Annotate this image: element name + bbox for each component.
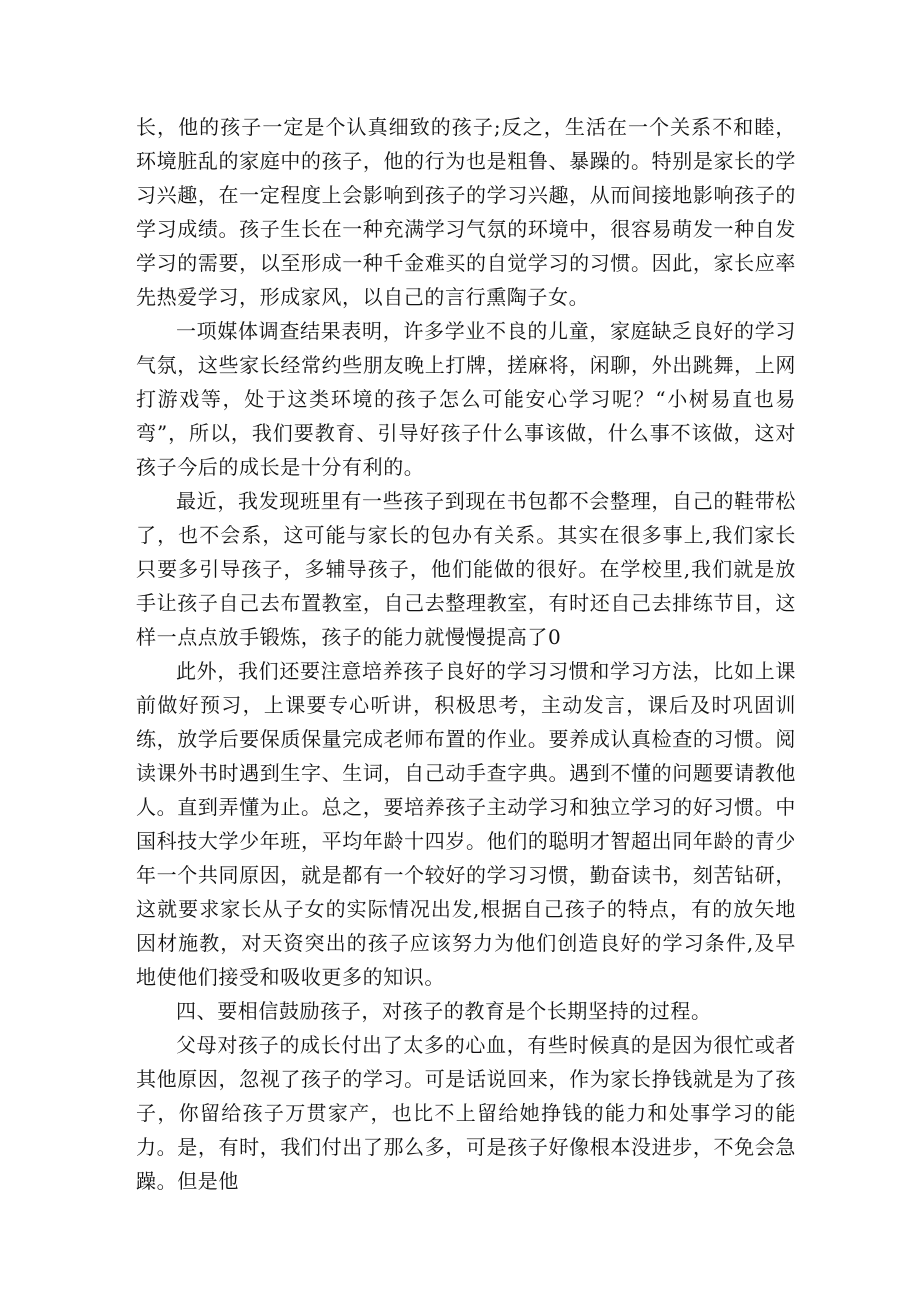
paragraph-media-survey: 一项媒体调查结果表明，许多学业不良的儿童，家庭缺乏良好的学习气氛，这些家长经常约些朋友晚上打牌，搓麻将，闲聊，外出跳舞，上网打游戏等，处于这类环境的孩子怎么可能安心学习呢？“小树易直也易弯”，所以，我们要教育、引导好孩子什么事该做，什么事不该做，这对孩子今后的成长是十分有利的。 [136,319,796,479]
section-heading-four: 四、要相信鼓励孩子，对孩子的教育是个长期坚持的过程。 [176,999,712,1023]
paragraph-study-habits: 此外，我们还要注意培养孩子良好的学习习惯和学习方法，比如上课前做好预习，上课要专心听讲，积极思考，主动发言，课后及时巩固训练，放学后要保质保量完成老师布置的作业。要养成认真检查的习惯。阅读课外书时遇到生字、生词，自己动手查字典。遇到不懂的问题要请教他人。直到弄懂为止。总之，要培养孩子主动学习和独立学习的好习惯。中国科技大学少年班，平均年龄十四岁。他们的聪明才智超出同年龄的青少年一个共同原因，就是都有一个较好的学习习惯，勤奋读书，刻苦钻研，这就要求家长从子女的实际情况出发,根据自己孩子的特点，有的放矢地因材施教，对天资突出的孩子应该努力为他们创造良好的学习条件,及早地使他们接受和吸收更多的知识。 [136,659,796,989]
paragraph-parents-effort: 父母对孩子的成长付出了太多的心血，有些时候真的是因为很忙或者其他原因，忽视了孩子的学习。可是话说回来，作为家长挣钱就是为了孩子，你留给孩子万贯家产，也比不上留给她挣钱的能力和处事学习的能力。是，有时，我们付出了那么多，可是孩子好像根本没进步，不免会急躁。但是他 [136,1033,796,1193]
document-page [136,110,796,1198]
paragraph-recent-observation: 最近，我发现班里有一些孩子到现在书包都不会整理，自己的鞋带松了，也不会系，这可能与家长的包办有关系。其实在很多事上,我们家长只要多引导孩子，多辅导孩子，他们能做的很好。在学校里,我们就是放手让孩子自己去布置教室，自己去整理教室，有时还自己去排练节目，这样一点点放手锻炼，孩子的能力就慢慢提高了0 [136,489,796,649]
paragraph-continuation: 长，他的孩子一定是个认真细致的孩子;反之，生活在一个关系不和睦，环境脏乱的家庭中的孩子，他的行为也是粗鲁、暴躁的。特别是家长的学习兴趣，在一定程度上会影响到孩子的学习兴趣，从而间接地影响孩子的学习成绩。孩子生长在一种充满学习气氛的环境中，很容易萌发一种自发学习的需要，以至形成一种千金难买的自觉学习的习惯。因此，家长应率先热爱学习，形成家风，以自己的言行熏陶子女。 [136,115,796,309]
